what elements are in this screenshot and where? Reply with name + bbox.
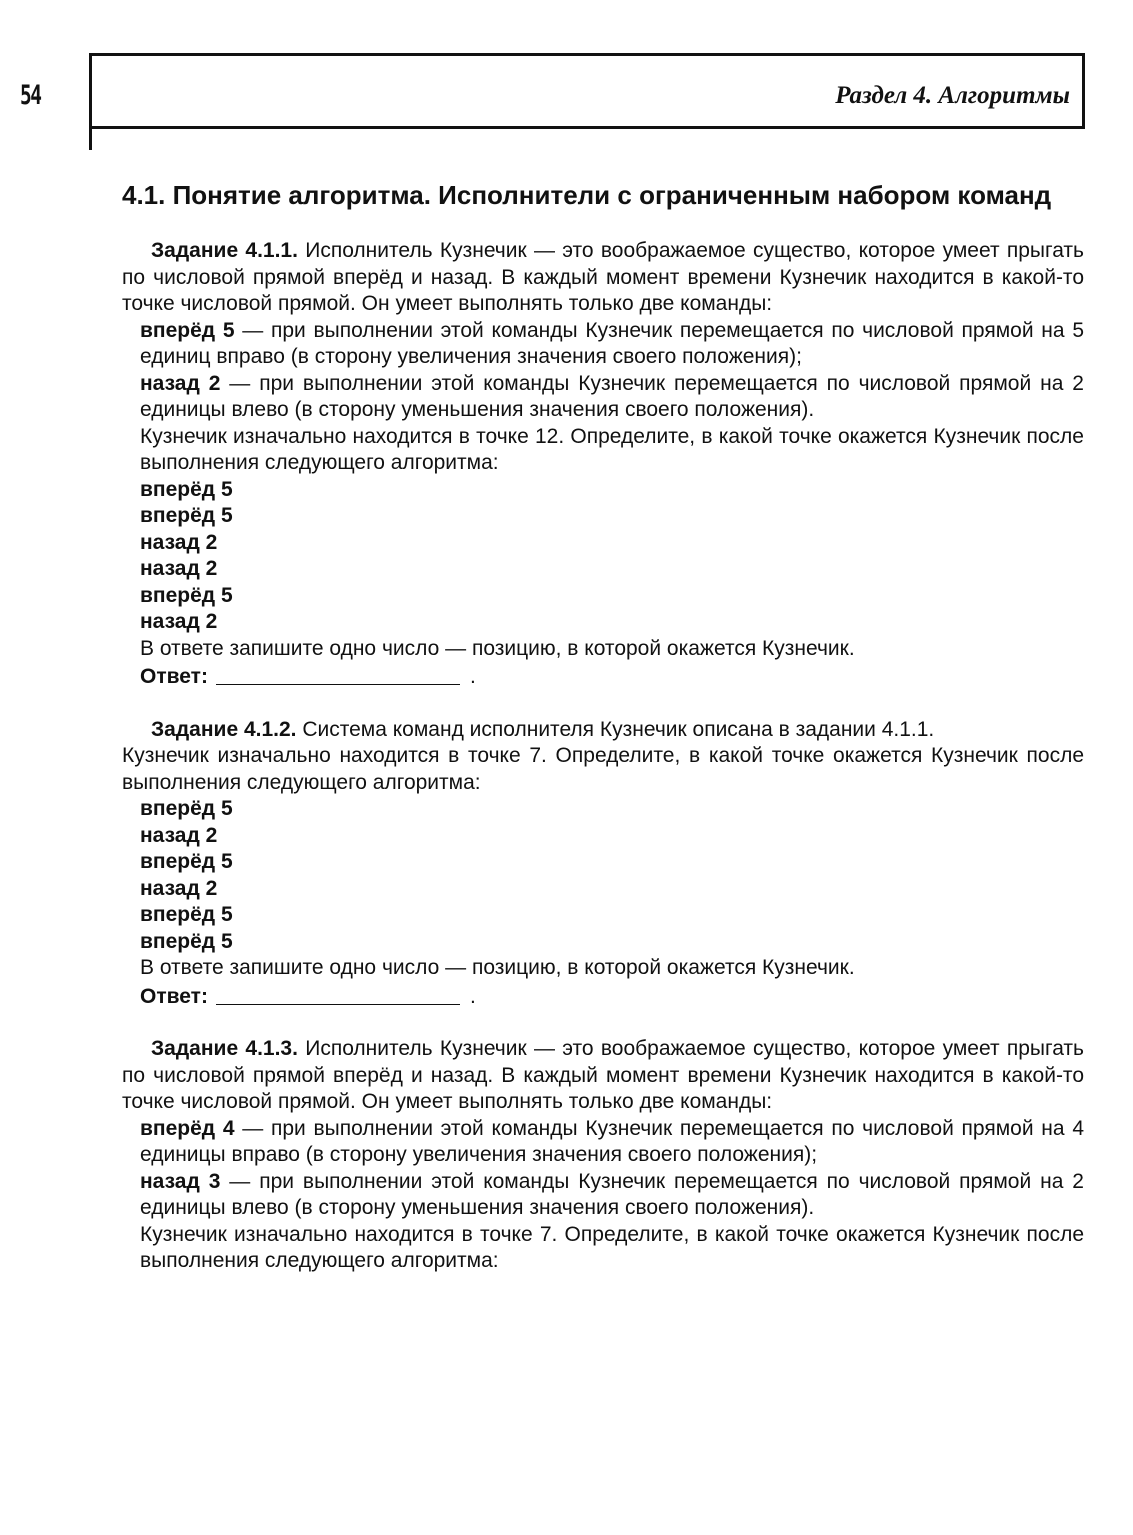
algorithm-step: вперёд 5 [140, 583, 233, 607]
command-definition [140, 371, 1084, 424]
answer-row: Ответ: . [140, 984, 476, 1008]
command-definition [140, 1169, 1084, 1222]
command-name: назад 2 [140, 371, 221, 395]
command-description: — при выполнении этой команды Кузнечик перемещается по числовой прямой на 5 единиц вправо (в сторону увеличения значения своего положения); [140, 318, 1084, 368]
command-name: назад 3 [140, 1169, 221, 1193]
algorithm-list [140, 477, 1084, 636]
section-heading: 4.1. Понятие алгоритма. Исполнители с ограниченным набором команд [122, 180, 1052, 210]
section-title: Раздел 4. Алгоритмы [835, 82, 1070, 109]
algorithm-step: назад 2 [140, 530, 218, 554]
algorithm-list [140, 796, 1084, 955]
command-definition [140, 1116, 1084, 1169]
start-condition: Кузнечик изначально находится в точке 7. Определите, в какой точке окажется Кузнечик после выполнения следующего алгоритма: [122, 744, 1084, 794]
algorithm-step: вперёд 5 [140, 477, 233, 501]
answer-blank[interactable] [216, 986, 460, 1005]
algorithm-step: вперёд 5 [140, 903, 233, 926]
task-intro-text: Система команд исполнителя Кузнечик описана в задании 4.1.1. [302, 717, 935, 741]
task-intro-text: Исполнитель Кузнечик — это воображаемое существо, которое умеет прыгать по числовой прямой вперёд и назад. В каждый момент времени Кузнечик находится в какой-то точке числовой прямой. Он умеет выполнять только две команды: [122, 1037, 1084, 1113]
task-intro [122, 717, 1084, 744]
algorithm-step: назад 2 [140, 557, 218, 580]
command-name: вперёд 4 [140, 1116, 235, 1140]
task-label: Задание 4.1.2. [151, 717, 297, 741]
task-4-1-2 [122, 717, 1084, 1011]
algorithm-step: вперёд 5 [140, 797, 233, 820]
command-definition [140, 318, 1084, 371]
algorithm-step: вперёд 5 [140, 850, 233, 873]
start-condition: Кузнечик изначально находится в точке 12. Определите, в какой точке окажется Кузнечик после выполнения следующего алгоритма: [140, 424, 1084, 474]
algorithm-step: назад 2 [140, 876, 218, 900]
command-description: — при выполнении этой команды Кузнечик перемещается по числовой прямой на 2 единицы влево (в сторону уменьшения значения своего положения). [140, 1169, 1084, 1219]
header-rule [89, 120, 92, 150]
page-number: 54 [20, 80, 41, 111]
task-label: Задание 4.1.3. [151, 1037, 298, 1060]
command-description: — при выполнении этой команды Кузнечик перемещается по числовой прямой на 4 единицы вправо (в сторону увеличения значения своего положения); [140, 1116, 1084, 1166]
page-content [122, 180, 1084, 1301]
answer-instruction: В ответе запишите одно число — позицию, в которой окажется Кузнечик. [140, 956, 855, 979]
answer-label: Ответ: [140, 665, 208, 688]
start-condition: Кузнечик изначально находится в точке 7. Определите, в какой точке окажется Кузнечик после выполнения следующего алгоритма: [140, 1222, 1084, 1272]
task-intro [122, 238, 1084, 318]
algorithm-step: назад 2 [140, 823, 218, 847]
running-header [89, 53, 1085, 129]
algorithm-step: вперёд 5 [140, 504, 233, 527]
command-description: — при выполнении этой команды Кузнечик перемещается по числовой прямой на 2 единицы влево (в сторону уменьшения значения своего положения). [140, 371, 1084, 421]
answer-label: Ответ: [140, 984, 208, 1008]
answer-row: Ответ: . [140, 665, 476, 688]
task-4-1-1 [122, 238, 1084, 691]
answer-blank[interactable] [216, 666, 460, 685]
algorithm-step: вперёд 5 [140, 929, 233, 953]
task-label: Задание 4.1.1. [151, 239, 298, 262]
algorithm-step: назад 2 [140, 610, 218, 633]
task-intro [122, 1036, 1084, 1116]
task-4-1-3 [122, 1036, 1084, 1275]
command-name: вперёд 5 [140, 318, 235, 342]
task-intro-text: Исполнитель Кузнечик — это воображаемое существо, которое умеет прыгать по числовой прямой вперёд и назад. В каждый момент времени Кузнечик находится в какой-то точке числовой прямой. Он умеет выполнять только две команды: [122, 239, 1084, 315]
answer-instruction: В ответе запишите одно число — позицию, в которой окажется Кузнечик. [140, 636, 855, 660]
